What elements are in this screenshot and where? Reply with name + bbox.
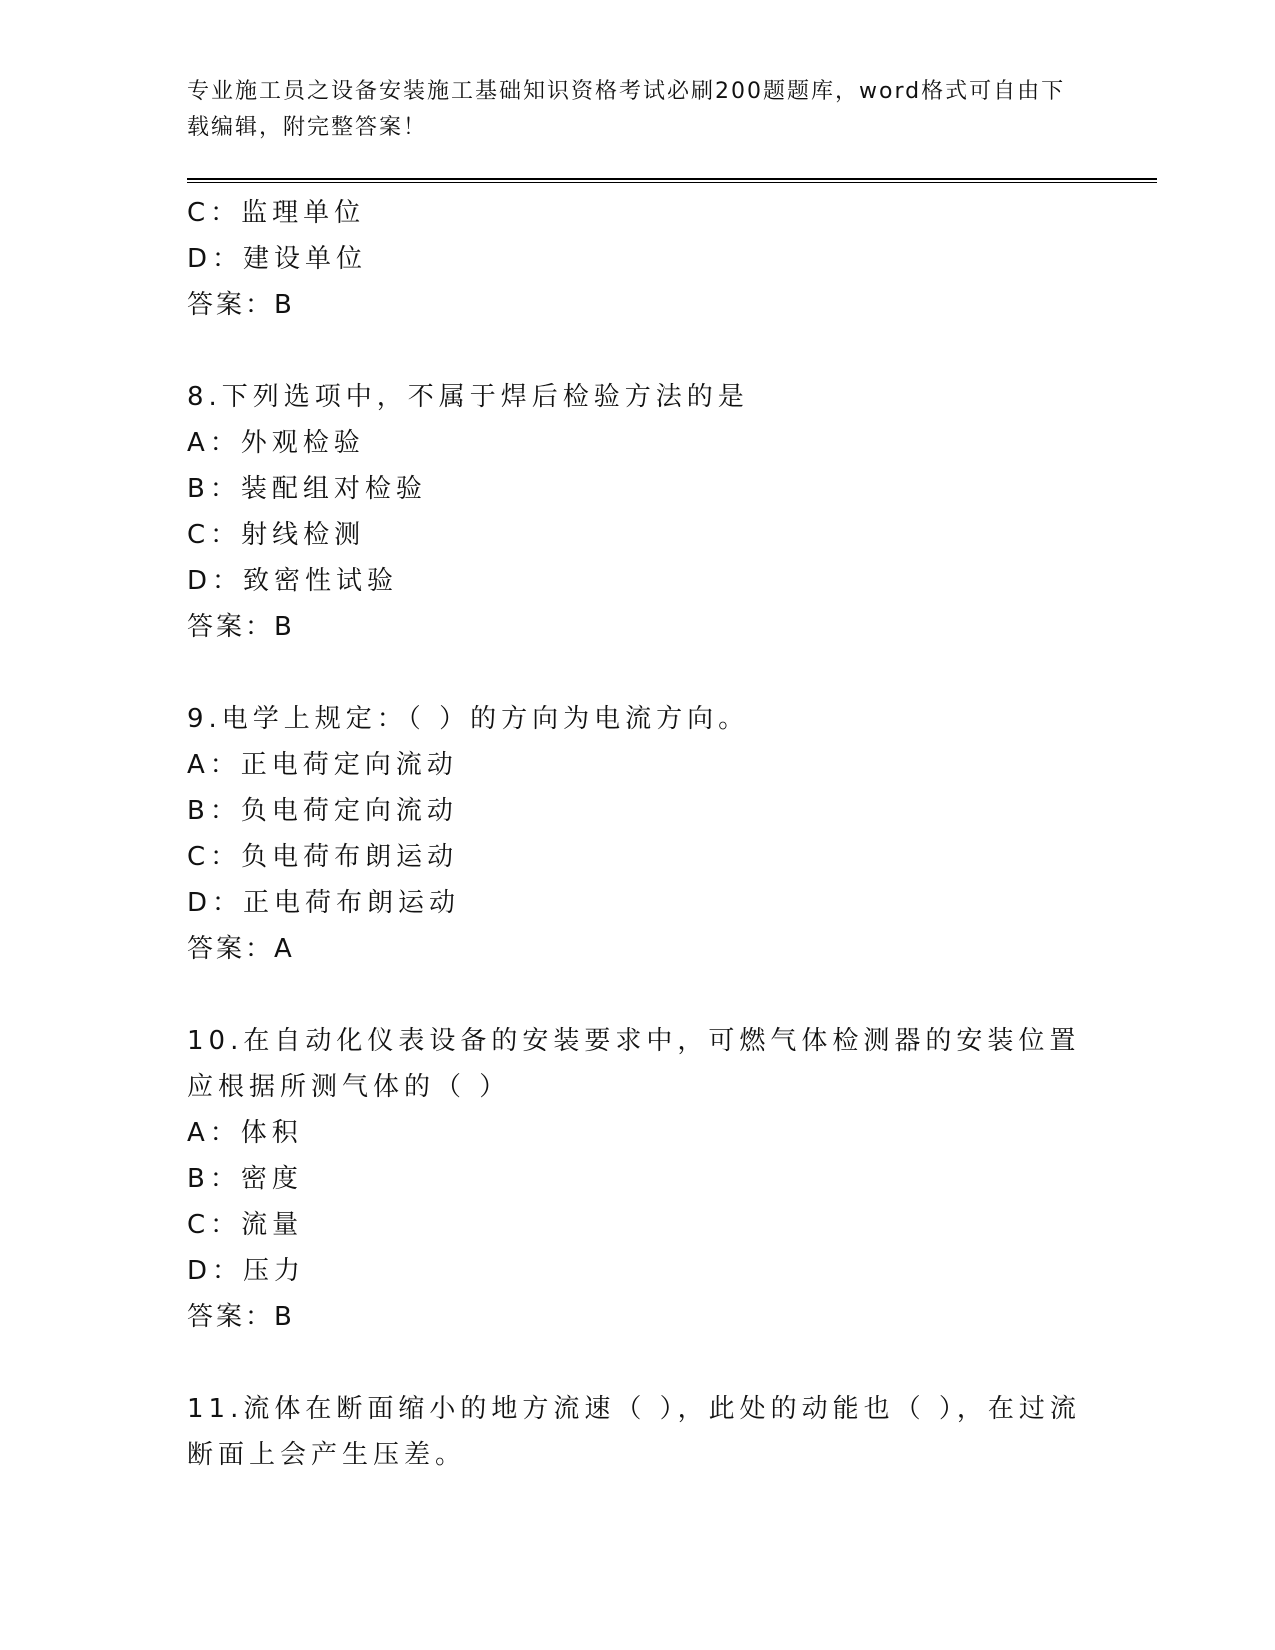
question-10	[187, 1018, 1157, 1340]
option-c: C：射线检测	[187, 520, 366, 550]
question-list	[187, 190, 1157, 1478]
option-c: C：流量	[187, 1210, 304, 1240]
answer-line: 答案：B	[187, 1302, 295, 1332]
option-c: C：监理单位	[187, 198, 366, 228]
option-a: A：外观检验	[187, 428, 365, 458]
document-header: 专业施工员之设备安装施工基础知识资格考试必刷200题题库，word格式可自由下载编辑，附完整答案！	[187, 79, 1066, 140]
option-b: B：装配组对检验	[187, 474, 427, 504]
answer-line: 答案：B	[187, 612, 295, 642]
option-d: D：建设单位	[187, 244, 368, 274]
question-7-continued	[187, 190, 1157, 328]
question-11	[187, 1386, 1157, 1478]
option-b: B：密度	[187, 1164, 303, 1194]
option-d: D：正电荷布朗运动	[187, 888, 461, 918]
question-8	[187, 374, 1157, 650]
question-stem: 11.流体在断面缩小的地方流速（ ），此处的动能也（ ），在过流断面上会产生压差。	[187, 1394, 1081, 1470]
option-d: D：致密性试验	[187, 566, 399, 596]
option-c: C：负电荷布朗运动	[187, 842, 459, 872]
option-b: B：负电荷定向流动	[187, 796, 458, 826]
answer-line: 答案：A	[187, 934, 295, 964]
question-stem: 8.下列选项中，不属于焊后检验方法的是	[187, 382, 749, 412]
option-a: A：正电荷定向流动	[187, 750, 458, 780]
option-d: D：压力	[187, 1256, 306, 1286]
answer-line: 答案：B	[187, 290, 295, 320]
question-9	[187, 696, 1157, 972]
question-stem: 9.电学上规定：（ ）的方向为电流方向。	[187, 704, 750, 734]
option-a: A：体积	[187, 1118, 303, 1148]
question-stem: 10.在自动化仪表设备的安装要求中，可燃气体检测器的安装位置应根据所测气体的（ ）	[187, 1026, 1081, 1102]
header-divider	[187, 178, 1157, 183]
